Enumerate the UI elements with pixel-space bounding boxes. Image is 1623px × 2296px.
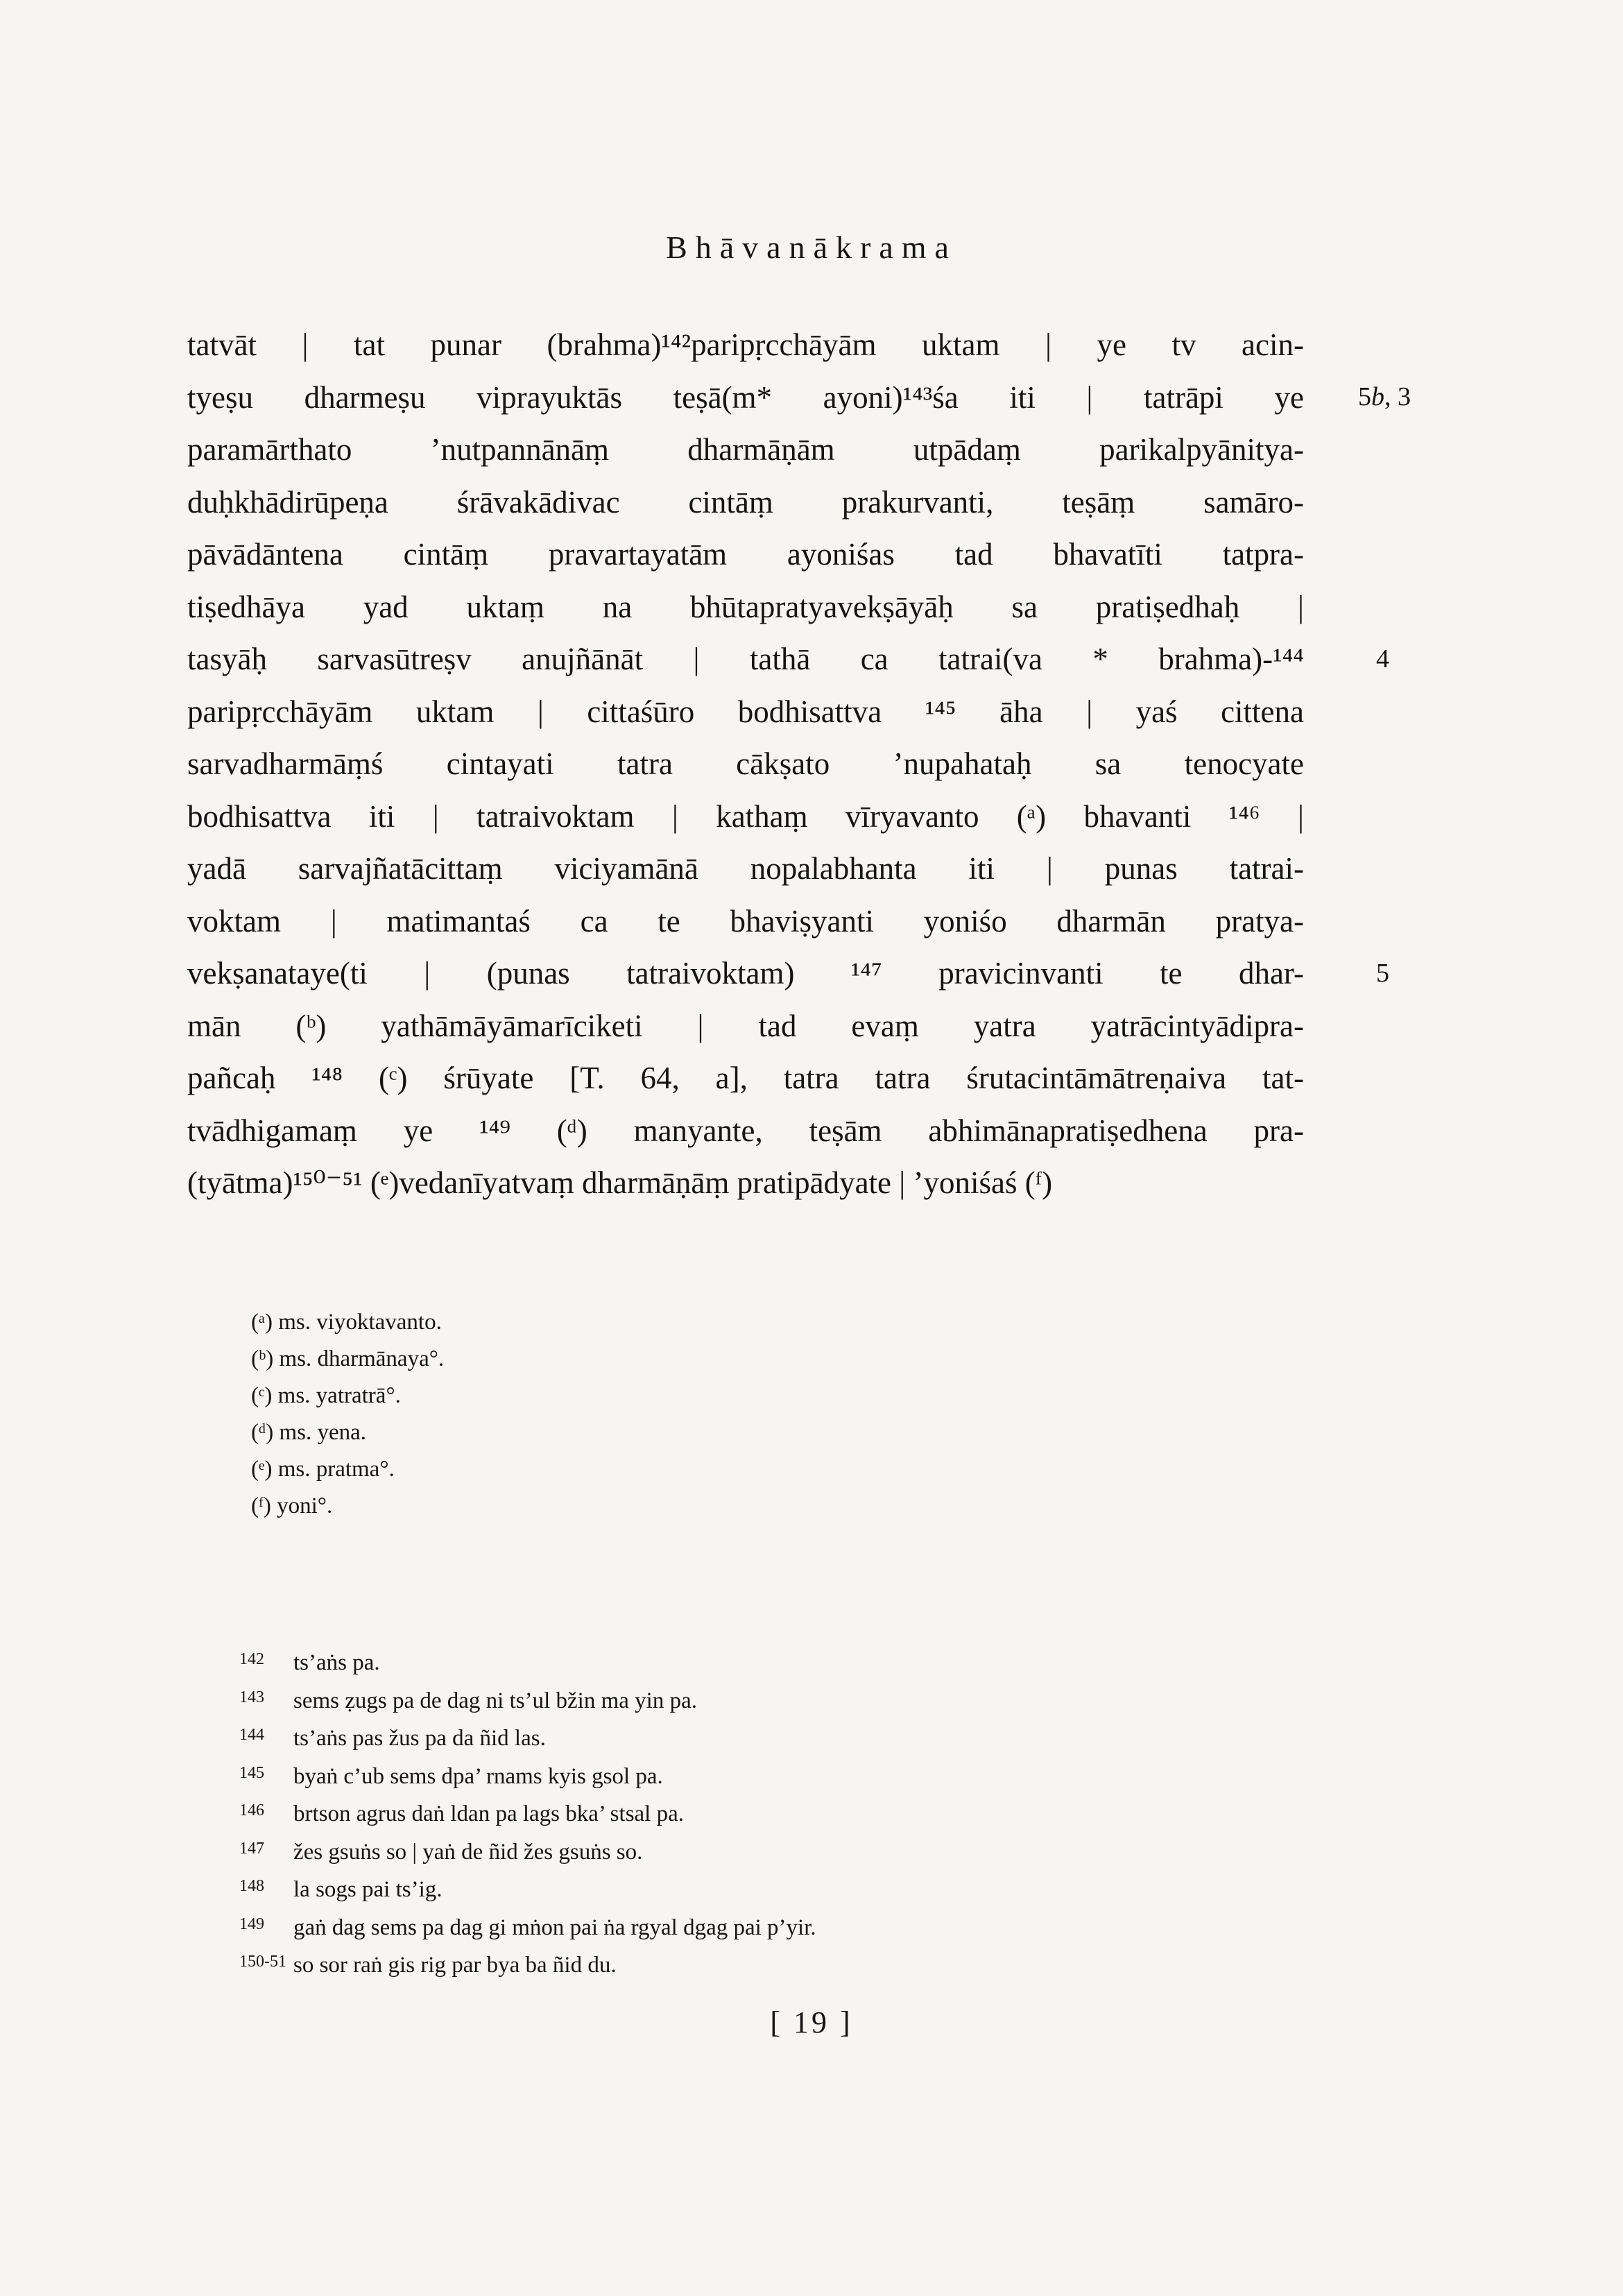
footnote-number: 144 [239,1726,264,1744]
text-line: duḥkhādirūpeṇa śrāvakādivac cintāṃ prakurvanti, teṣāṃ samāro- [187,484,1304,520]
apparatus-mark: (ᵃ) [251,1310,273,1335]
apparatus-mark: (ᵈ) [251,1420,274,1445]
margin-reference [1376,948,1389,1000]
page-number: [ 19 ] [770,2005,853,2039]
apparatus-text: ms. yatratrā°. [277,1383,401,1408]
text-line: tatvāt | tat punar (brahma)¹⁴²paripṛcchāyām uktam | ye tv acin- [187,327,1304,362]
footnote [239,1754,1141,1792]
text-line: tiṣedhāya yad uktaṃ na bhūtapratyavekṣāyāḥ sa pratiṣedhaḥ | [187,589,1304,624]
footnote-text: so sor raṅ gis rig par bya ba ñid du. [293,1953,617,1978]
text-line: pāvādāntena cintāṃ pravartayatām ayoniśas tad bhavatīti tatpra- [187,537,1304,572]
apparatus-mark: (ᵇ) [251,1346,274,1371]
footnote-number: 145 [239,1763,264,1782]
text-line: paripṛcchāyām uktam | cittaśūro bodhisattva ¹⁴⁵ āha | yaś cittena [187,694,1304,729]
margin-reference-prefix: 5 [1358,382,1371,411]
footnote-number: 143 [239,1688,264,1706]
text-line: pañcaḥ ¹⁴⁸ (ᶜ) śrūyate [T. 64, a], tatra tatra śrutacintāmātreṇaiva tat- [187,1061,1304,1095]
text-line: sarvadharmāṃś cintayati tatra cākṣato ’nupahataḥ sa tenocyate [187,746,1304,781]
footnote [239,1830,1141,1868]
footnote [239,1905,1141,1944]
apparatus-text: yoni°. [277,1493,333,1518]
footnote [239,1640,1141,1679]
footnote-text: ts’aṅs pa. [293,1650,380,1675]
critical-apparatus [251,1304,875,1525]
footnotes [239,1640,1141,1981]
footnote-text: žes gsuṅs so | yaṅ de ñid žes gsuṅs so. [293,1839,643,1865]
margin-reference-suffix: , 3 [1384,382,1411,411]
text-line: (tyātma)¹⁵⁰⁻⁵¹ (ᵉ)vedanīyatvaṃ dharmāṇāṃ pratipādyate | ’yoniśaś (ᶠ) [187,1165,1053,1200]
apparatus-text: ms. viyoktavanto. [278,1310,442,1335]
text-line: tyeṣu dharmeṣu viprayuktās teṣā(m* ayoni)¹⁴³śa iti | tatrāpi ye [187,379,1304,415]
apparatus-text: ms. yena. [279,1420,367,1445]
apparatus-entry [251,1488,875,1525]
footnote-text: byaṅ c’ub sems dpa’ rnams kyis gsol pa. [293,1763,663,1789]
footnote-number: 147 [239,1839,264,1858]
text-line: mān (ᵇ) yathāmāyāmarīciketi | tad evaṃ yatra yatrācintyādipra- [187,1008,1304,1043]
text-line: voktam | matimantaś ca te bhaviṣyanti yoniśo dharmān pratya- [187,903,1304,939]
apparatus-entry [251,1378,875,1414]
text-line: tasyāḥ sarvasūtreṣv anujñānāt | tathā ca tatrai(va * brahma)-¹⁴⁴ [187,642,1304,676]
apparatus-entry [251,1341,875,1378]
text-line: bodhisattva iti | tatraivoktam | kathaṃ vīryavanto (ᵃ) bhavanti ¹⁴⁶ | [187,798,1304,834]
apparatus-mark: (ᵉ) [251,1457,273,1482]
text-line: paramārthato ’nutpannānāṃ dharmāṇām utpādaṃ parikalpyānitya- [187,432,1304,467]
text-line: vekṣanataye(ti | (punas tatraivoktam) ¹⁴⁷ pravicinvanti te dhar- [187,956,1304,991]
footnote-text: ts’aṅs pas žus pa da ñid las. [293,1726,546,1751]
apparatus-mark: (ᶜ) [251,1383,273,1408]
apparatus-mark: (ᶠ) [251,1493,271,1518]
apparatus-text: ms. pratma°. [277,1457,395,1482]
footnote-text: gaṅ dag sems pa dag gi mṅon pai ṅa rgyal dgag pai p’yir. [293,1914,816,1940]
apparatus-text: ms. dharmānaya°. [279,1346,445,1371]
footnote-number: 148 [239,1877,264,1895]
text-line: tvādhigamaṃ ye ¹⁴⁹ (ᵈ) manyante, teṣām abhimānapratiṣedhena pra- [187,1113,1304,1148]
apparatus-entry [251,1414,875,1451]
margin-reference-prefix: 5 [1376,959,1389,988]
footnote-text: la sogs pai ts’ig. [293,1877,443,1902]
apparatus-entry [251,1451,875,1488]
footnote-number: 146 [239,1801,264,1819]
main-text-block [187,319,1304,1210]
apparatus-entry [251,1304,875,1341]
footnote-number: 150-51 [239,1953,286,1971]
margin-reference-italic: b [1371,382,1384,411]
margin-reference-prefix: 4 [1376,644,1389,674]
footnote [239,1867,1141,1905]
running-title: Bhāvanākrama [666,230,957,265]
margin-reference [1376,633,1389,686]
footnote-number: 149 [239,1914,264,1933]
footnote-number: 142 [239,1650,264,1668]
margin-reference [1358,371,1411,424]
footnote-text: sems ẓugs pa de dag ni ts’ul bžin ma yin pa. [293,1688,697,1713]
footnote [239,1716,1141,1754]
text-line: yadā sarvajñatācittaṃ viciyamānā nopalabhanta iti | punas tatrai- [187,851,1304,886]
footnote-text: brtson agrus daṅ ldan pa lags bka’ stsal pa. [293,1801,684,1826]
footnote [239,1943,1141,1981]
footnote [239,1679,1141,1717]
footnote [239,1792,1141,1830]
